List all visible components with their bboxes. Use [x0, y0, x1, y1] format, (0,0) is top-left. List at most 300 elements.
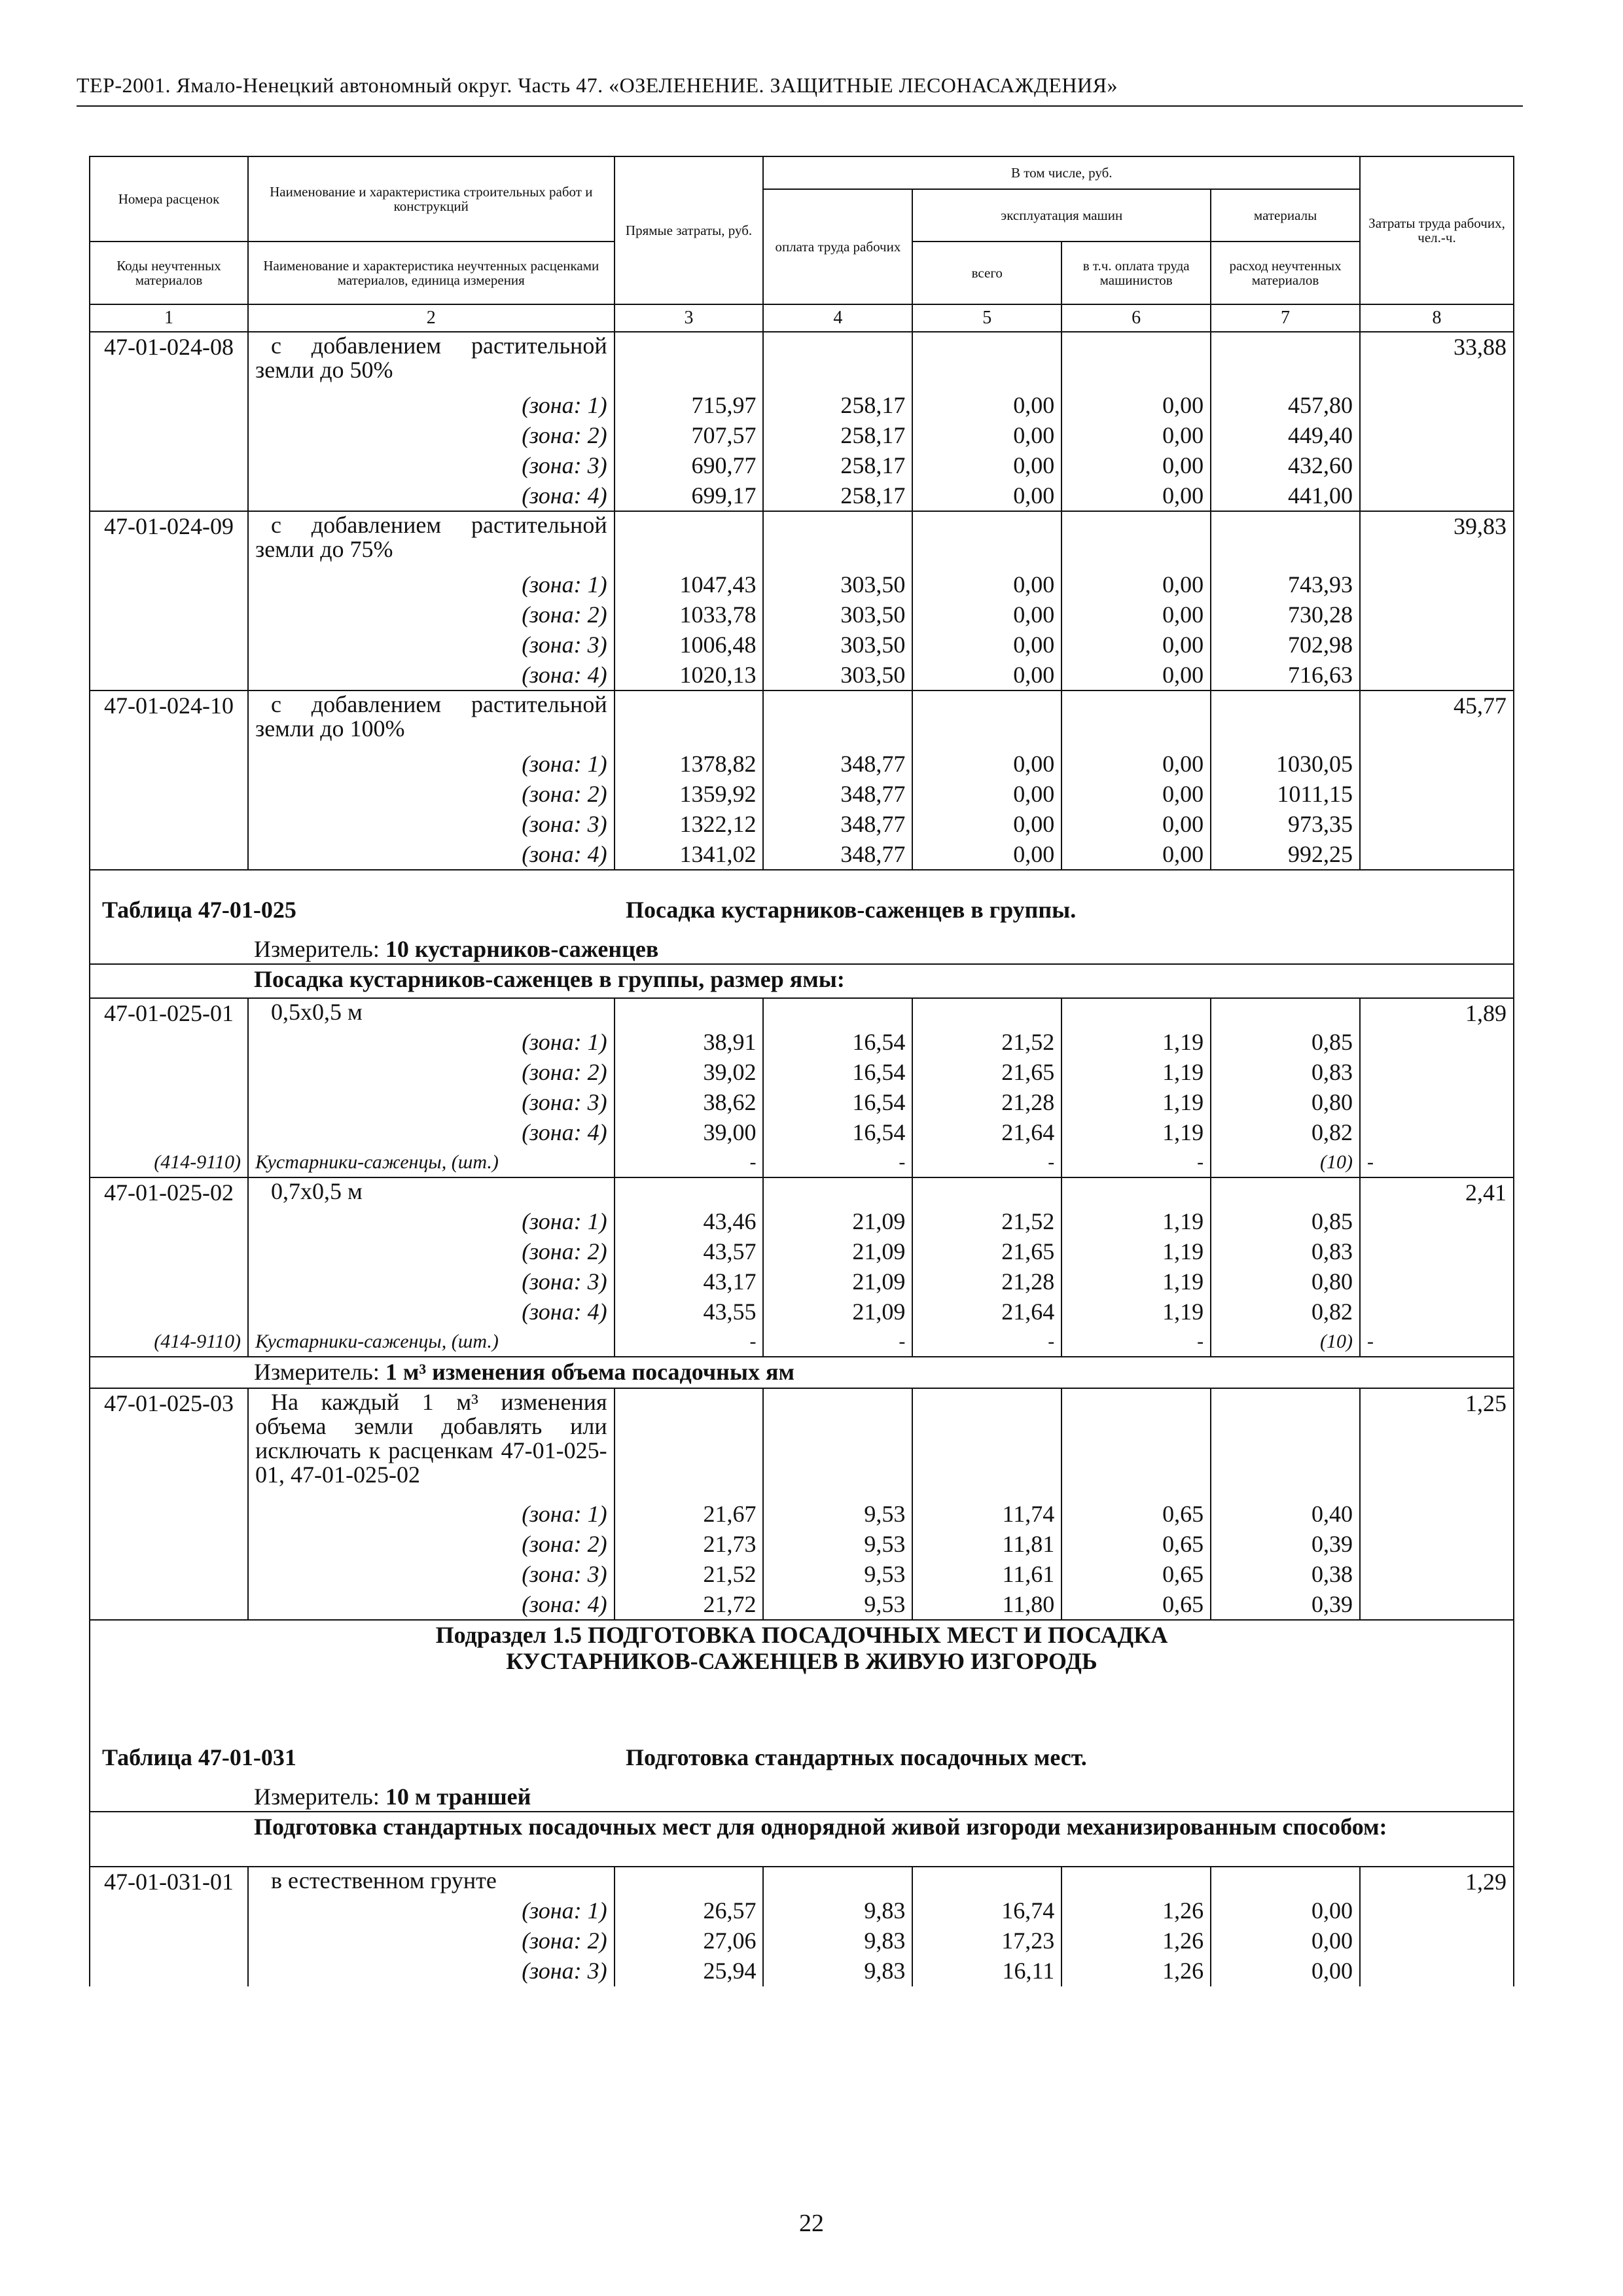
- zone-label: (зона: 2): [248, 421, 615, 451]
- empty-cell: [90, 481, 248, 511]
- cost-value: 21,09: [763, 1207, 912, 1237]
- cost-value: 0,00: [912, 630, 1061, 660]
- cost-value: 0,00: [912, 421, 1061, 451]
- cost-value: 303,50: [763, 660, 912, 691]
- empty-cell: [90, 1926, 248, 1956]
- cost-value: 0,00: [1061, 421, 1211, 451]
- empty-cell: [90, 451, 248, 481]
- cost-value: 348,77: [763, 810, 912, 840]
- cost-value: 1,19: [1061, 1028, 1211, 1058]
- empty-cell: [763, 511, 912, 570]
- cost-value: 1033,78: [615, 600, 764, 630]
- empty-cell: [1360, 1926, 1514, 1956]
- cost-value: 38,91: [615, 1028, 764, 1058]
- empty-cell: [763, 1388, 912, 1499]
- cost-value: 1378,82: [615, 749, 764, 780]
- material-value: (10): [1211, 1148, 1360, 1177]
- empty-cell: [763, 1177, 912, 1207]
- empty-cell: [912, 691, 1061, 749]
- zone-label: (зона: 4): [248, 481, 615, 511]
- empty-cell: [1360, 1088, 1514, 1118]
- zone-label: (зона: 1): [248, 1499, 615, 1530]
- empty-cell: [1061, 691, 1211, 749]
- cost-value: 743,93: [1211, 570, 1360, 600]
- measure-label: Измеритель:: [254, 936, 380, 962]
- zone-row: [90, 391, 1514, 421]
- material-value: -: [1360, 1327, 1514, 1357]
- empty-cell: [763, 332, 912, 391]
- work-description: с добавлением растительной земли до 75%: [248, 511, 615, 570]
- labor-cost: 1,29: [1360, 1867, 1514, 1896]
- labor-cost: 1,25: [1360, 1388, 1514, 1499]
- empty-cell: [90, 1590, 248, 1620]
- empty-cell: [90, 1896, 248, 1926]
- material-value: -: [912, 1327, 1061, 1357]
- empty-cell: [1211, 998, 1360, 1028]
- col-head-materialy: материалы: [1211, 189, 1360, 242]
- material-value: -: [763, 1327, 912, 1357]
- cost-value: 973,35: [1211, 810, 1360, 840]
- cost-value: 0,00: [1061, 749, 1211, 780]
- section-heading-row: [90, 1812, 1514, 1867]
- empty-cell: [90, 421, 248, 451]
- empty-cell: [912, 1177, 1061, 1207]
- header-rule: [77, 105, 1523, 107]
- zone-label: (зона: 4): [248, 1590, 615, 1620]
- material-value: -: [912, 1148, 1061, 1177]
- measure-line: [90, 1782, 1514, 1812]
- cost-value: 730,28: [1211, 600, 1360, 630]
- empty-cell: [90, 1058, 248, 1088]
- rate-code: 47-01-024-09: [90, 511, 248, 570]
- labor-cost: 1,89: [1360, 998, 1514, 1028]
- cost-value: 0,00: [912, 600, 1061, 630]
- empty-cell: [615, 511, 764, 570]
- section-heading: [90, 964, 1514, 998]
- empty-cell: [90, 810, 248, 840]
- cost-value: 0,80: [1211, 1267, 1360, 1297]
- subsection-heading: [90, 1620, 1514, 1731]
- cost-value: 702,98: [1211, 630, 1360, 660]
- material-value: -: [1360, 1148, 1514, 1177]
- col-head-vtom: В том числе, руб.: [763, 156, 1360, 189]
- empty-cell: [615, 1867, 764, 1896]
- table-number: Таблица 47-01-031: [102, 1744, 296, 1770]
- material-name: Кустарники-саженцы, (шт.): [248, 1327, 615, 1357]
- cost-value: 1,26: [1061, 1896, 1211, 1926]
- cost-value: 1,19: [1061, 1088, 1211, 1118]
- zone-row: [90, 1896, 1514, 1926]
- material-name: Кустарники-саженцы, (шт.): [248, 1148, 615, 1177]
- empty-cell: [90, 1297, 248, 1327]
- zone-row: [90, 630, 1514, 660]
- cost-value: 0,00: [912, 481, 1061, 511]
- material-value: -: [1061, 1327, 1211, 1357]
- material-value: -: [1061, 1148, 1211, 1177]
- cost-value: 0,00: [1061, 840, 1211, 870]
- cost-value: 1030,05: [1211, 749, 1360, 780]
- section-text: Посадка кустарников-саженцев в группы, размер ямы:: [254, 966, 845, 992]
- cost-value: 21,64: [912, 1297, 1061, 1327]
- empty-cell: [1360, 421, 1514, 451]
- col-head-vsego: всего: [912, 242, 1061, 304]
- cost-value: 0,00: [1061, 481, 1211, 511]
- empty-cell: [1360, 1896, 1514, 1926]
- zone-row: [90, 780, 1514, 810]
- cost-value: 0,83: [1211, 1058, 1360, 1088]
- material-code: (414-9110): [90, 1327, 248, 1357]
- cost-value: 11,74: [912, 1499, 1061, 1530]
- empty-cell: [1211, 511, 1360, 570]
- empty-cell: [1061, 332, 1211, 391]
- cost-value: 0,00: [912, 570, 1061, 600]
- rate-code: 47-01-025-03: [90, 1388, 248, 1499]
- subsection-heading-row: [90, 1620, 1514, 1731]
- empty-cell: [90, 1207, 248, 1237]
- cost-value: 43,17: [615, 1267, 764, 1297]
- zone-label: (зона: 3): [248, 630, 615, 660]
- cost-value: 258,17: [763, 481, 912, 511]
- zone-row: [90, 1088, 1514, 1118]
- empty-cell: [763, 998, 912, 1028]
- cost-value: 21,09: [763, 1267, 912, 1297]
- running-header: ТЕР-2001. Ямало-Ненецкий автономный округ. Часть 47. «ОЗЕЛЕНЕНИЕ. ЗАЩИТНЫЕ ЛЕСОНАСАЖДЕНИЯ»: [77, 73, 1118, 97]
- zone-label: (зона: 3): [248, 1560, 615, 1590]
- zone-label: (зона: 1): [248, 391, 615, 421]
- empty-cell: [1360, 391, 1514, 421]
- cost-value: 43,46: [615, 1207, 764, 1237]
- work-description: 0,5х0,5 м: [248, 998, 615, 1028]
- empty-cell: [90, 1118, 248, 1148]
- empty-cell: [912, 998, 1061, 1028]
- col-index: 7: [1211, 304, 1360, 332]
- cost-value: 441,00: [1211, 481, 1360, 511]
- cost-value: 0,85: [1211, 1207, 1360, 1237]
- empty-cell: [615, 332, 764, 391]
- empty-cell: [1360, 749, 1514, 780]
- col-head-oplata: оплата труда рабочих: [763, 189, 912, 304]
- cost-value: 0,00: [1061, 630, 1211, 660]
- zone-label: (зона: 2): [248, 600, 615, 630]
- empty-cell: [1211, 1867, 1360, 1896]
- zone-row: [90, 421, 1514, 451]
- cost-value: 0,00: [1061, 780, 1211, 810]
- cost-value: 1047,43: [615, 570, 764, 600]
- cost-value: 9,53: [763, 1530, 912, 1560]
- cost-value: 0,00: [1061, 660, 1211, 691]
- rate-code: 47-01-025-02: [90, 1177, 248, 1207]
- zone-label: (зона: 1): [248, 1207, 615, 1237]
- cost-value: 1,26: [1061, 1956, 1211, 1986]
- cost-value: 0,65: [1061, 1499, 1211, 1530]
- material-code: (414-9110): [90, 1148, 248, 1177]
- rate-code: 47-01-024-08: [90, 332, 248, 391]
- cost-value: 16,11: [912, 1956, 1061, 1986]
- empty-cell: [1211, 1177, 1360, 1207]
- empty-cell: [912, 1388, 1061, 1499]
- material-value: -: [763, 1148, 912, 1177]
- empty-cell: [1360, 600, 1514, 630]
- cost-value: 348,77: [763, 780, 912, 810]
- measure-line: [90, 1357, 1514, 1388]
- cost-value: 0,00: [1061, 570, 1211, 600]
- cost-value: 9,53: [763, 1590, 912, 1620]
- cost-value: 21,52: [912, 1207, 1061, 1237]
- cost-value: 0,00: [912, 451, 1061, 481]
- zone-row: [90, 1267, 1514, 1297]
- empty-cell: [912, 511, 1061, 570]
- cost-value: 0,39: [1211, 1590, 1360, 1620]
- cost-value: 43,57: [615, 1237, 764, 1267]
- cost-value: 258,17: [763, 421, 912, 451]
- cost-value: 992,25: [1211, 840, 1360, 870]
- cost-value: 1341,02: [615, 840, 764, 870]
- cost-value: 0,00: [1211, 1956, 1360, 1986]
- cost-value: 707,57: [615, 421, 764, 451]
- material-value: -: [615, 1148, 764, 1177]
- cost-value: 1,19: [1061, 1207, 1211, 1237]
- zone-row: [90, 840, 1514, 870]
- cost-value: 457,80: [1211, 391, 1360, 421]
- measure-line-row: [90, 1782, 1514, 1812]
- cost-value: 21,72: [615, 1590, 764, 1620]
- cost-value: 21,67: [615, 1499, 764, 1530]
- cost-value: 25,94: [615, 1956, 764, 1986]
- col-head-eksp: эксплуатация машин: [912, 189, 1211, 242]
- empty-cell: [90, 660, 248, 691]
- empty-cell: [90, 840, 248, 870]
- empty-cell: [1360, 1297, 1514, 1327]
- cost-value: 0,00: [1061, 810, 1211, 840]
- cost-value: 699,17: [615, 481, 764, 511]
- zone-row: [90, 1956, 1514, 1986]
- cost-value: 0,65: [1061, 1590, 1211, 1620]
- rate-code: 47-01-024-10: [90, 691, 248, 749]
- cost-value: 39,02: [615, 1058, 764, 1088]
- zone-row: [90, 749, 1514, 780]
- cost-value: 27,06: [615, 1926, 764, 1956]
- col-index: 6: [1061, 304, 1211, 332]
- cost-value: 432,60: [1211, 451, 1360, 481]
- cost-value: 0,00: [1061, 391, 1211, 421]
- zone-row: [90, 1297, 1514, 1327]
- cost-value: 0,82: [1211, 1297, 1360, 1327]
- cost-value: 1322,12: [615, 810, 764, 840]
- cost-value: 9,83: [763, 1926, 912, 1956]
- cost-value: 21,65: [912, 1058, 1061, 1088]
- empty-cell: [1360, 1499, 1514, 1530]
- measure-line: [90, 935, 1514, 964]
- work-description: На каждый 1 м³ изменения объема земли добавлять или исключать к расценкам 47-01-025-01, 47-01-025-02: [248, 1388, 615, 1499]
- empty-cell: [90, 391, 248, 421]
- zone-row: [90, 1237, 1514, 1267]
- empty-cell: [90, 1088, 248, 1118]
- cost-value: 348,77: [763, 840, 912, 870]
- zone-row: [90, 1499, 1514, 1530]
- cost-value: 26,57: [615, 1896, 764, 1926]
- zone-label: (зона: 1): [248, 1896, 615, 1926]
- zone-label: (зона: 3): [248, 451, 615, 481]
- zone-row: [90, 1560, 1514, 1590]
- zone-row: [90, 600, 1514, 630]
- cost-value: 9,83: [763, 1956, 912, 1986]
- empty-cell: [1360, 1028, 1514, 1058]
- table-title-row: [90, 870, 1514, 935]
- zone-label: (зона: 2): [248, 1530, 615, 1560]
- empty-cell: [1211, 332, 1360, 391]
- cost-value: 11,81: [912, 1530, 1061, 1560]
- cost-value: 0,00: [912, 840, 1061, 870]
- cost-value: 16,74: [912, 1896, 1061, 1926]
- section-heading-row: [90, 964, 1514, 998]
- cost-value: 43,55: [615, 1297, 764, 1327]
- cost-value: 0,80: [1211, 1088, 1360, 1118]
- col-head-pryamye: Прямые затраты, руб.: [615, 156, 764, 304]
- col-index: 2: [248, 304, 615, 332]
- zone-label: (зона: 1): [248, 1028, 615, 1058]
- empty-cell: [1360, 1207, 1514, 1237]
- rate-row: [90, 511, 1514, 570]
- section-text: Подготовка стандартных посадочных мест для однорядной живой изгороди механизированным способом:: [254, 1814, 1387, 1840]
- cost-value: 17,23: [912, 1926, 1061, 1956]
- empty-cell: [1061, 1867, 1211, 1896]
- cost-value: 258,17: [763, 451, 912, 481]
- col-index: 1: [90, 304, 248, 332]
- labor-cost: 39,83: [1360, 511, 1514, 570]
- cost-value: 1,19: [1061, 1058, 1211, 1088]
- col-head-rashod: расход неучтенных материалов: [1211, 242, 1360, 304]
- empty-cell: [1360, 1590, 1514, 1620]
- zone-label: (зона: 3): [248, 1267, 615, 1297]
- zone-label: (зона: 2): [248, 1926, 615, 1956]
- cost-value: 0,65: [1061, 1530, 1211, 1560]
- labor-cost: 45,77: [1360, 691, 1514, 749]
- cost-value: 1,26: [1061, 1926, 1211, 1956]
- zone-row: [90, 1118, 1514, 1148]
- rate-code: 47-01-031-01: [90, 1867, 248, 1896]
- zone-label: (зона: 2): [248, 1237, 615, 1267]
- empty-cell: [90, 780, 248, 810]
- cost-value: 0,00: [1061, 451, 1211, 481]
- zone-label: (зона: 3): [248, 810, 615, 840]
- cost-value: 303,50: [763, 600, 912, 630]
- cost-value: 39,00: [615, 1118, 764, 1148]
- measure-line-row: [90, 935, 1514, 964]
- cost-value: 715,97: [615, 391, 764, 421]
- table-title: [90, 1731, 1514, 1782]
- zone-row: [90, 451, 1514, 481]
- cost-value: 0,00: [912, 749, 1061, 780]
- work-description: с добавлением растительной земли до 50%: [248, 332, 615, 391]
- empty-cell: [90, 1530, 248, 1560]
- cost-value: 1020,13: [615, 660, 764, 691]
- rate-row: [90, 1867, 1514, 1896]
- empty-cell: [912, 332, 1061, 391]
- cost-value: 16,54: [763, 1058, 912, 1088]
- col-head-nomera: Номера расценок: [90, 156, 248, 242]
- empty-cell: [90, 630, 248, 660]
- zone-row: [90, 1926, 1514, 1956]
- empty-cell: [1360, 1237, 1514, 1267]
- zone-label: (зона: 1): [248, 749, 615, 780]
- empty-cell: [90, 1237, 248, 1267]
- col-head-naim1: Наименование и характеристика строительных работ и конструкций: [248, 156, 615, 242]
- empty-cell: [90, 1499, 248, 1530]
- zone-label: (зона: 3): [248, 1956, 615, 1986]
- empty-cell: [1360, 810, 1514, 840]
- zone-row: [90, 1028, 1514, 1058]
- empty-cell: [763, 1867, 912, 1896]
- empty-cell: [90, 1956, 248, 1986]
- empty-cell: [90, 1267, 248, 1297]
- col-head-naim2: Наименование и характеристика неучтенных расценками материалов, единица измерения: [248, 242, 615, 304]
- rate-code: 47-01-025-01: [90, 998, 248, 1028]
- empty-cell: [1360, 1530, 1514, 1560]
- measure-unit: 10 кустарников-саженцев: [385, 936, 659, 962]
- cost-value: 21,64: [912, 1118, 1061, 1148]
- col-index: 8: [1360, 304, 1514, 332]
- zone-label: (зона: 4): [248, 840, 615, 870]
- zone-row: [90, 570, 1514, 600]
- zone-label: (зона: 1): [248, 570, 615, 600]
- empty-cell: [615, 998, 764, 1028]
- material-row: [90, 1148, 1514, 1177]
- cost-value: 1011,15: [1211, 780, 1360, 810]
- zone-row: [90, 660, 1514, 691]
- empty-cell: [90, 600, 248, 630]
- cost-value: 38,62: [615, 1088, 764, 1118]
- empty-cell: [1360, 1267, 1514, 1297]
- cost-value: 21,09: [763, 1237, 912, 1267]
- section-heading: [90, 1812, 1514, 1867]
- zone-row: [90, 1058, 1514, 1088]
- empty-cell: [90, 1028, 248, 1058]
- col-index: 5: [912, 304, 1061, 332]
- col-head-kody: Коды неучтенных материалов: [90, 242, 248, 304]
- measure-line-row: [90, 1357, 1514, 1388]
- cost-value: 11,80: [912, 1590, 1061, 1620]
- empty-cell: [1360, 451, 1514, 481]
- work-description: 0,7х0,5 м: [248, 1177, 615, 1207]
- measure-label: Измеритель:: [254, 1359, 380, 1385]
- zone-label: (зона: 3): [248, 1088, 615, 1118]
- zone-row: [90, 1207, 1514, 1237]
- cost-value: 258,17: [763, 391, 912, 421]
- cost-value: 0,00: [1211, 1896, 1360, 1926]
- empty-cell: [615, 1177, 764, 1207]
- cost-value: 11,61: [912, 1560, 1061, 1590]
- subsection-line1: Подраздел 1.5 ПОДГОТОВКА ПОСАДОЧНЫХ МЕСТ И ПОСАДКА: [435, 1622, 1168, 1648]
- zone-label: (зона: 4): [248, 1118, 615, 1148]
- cost-value: 1359,92: [615, 780, 764, 810]
- cost-value: 0,83: [1211, 1237, 1360, 1267]
- empty-cell: [90, 1560, 248, 1590]
- empty-cell: [1061, 998, 1211, 1028]
- material-value: (10): [1211, 1327, 1360, 1357]
- page-number: 22: [799, 2210, 824, 2237]
- table-name: Посадка кустарников-саженцев в группы.: [626, 897, 1077, 923]
- empty-cell: [1360, 630, 1514, 660]
- cost-value: 690,77: [615, 451, 764, 481]
- empty-cell: [1360, 1118, 1514, 1148]
- cost-value: 449,40: [1211, 421, 1360, 451]
- cost-value: 0,00: [1061, 600, 1211, 630]
- measure-label: Измеритель:: [254, 1784, 380, 1810]
- work-description: с добавлением растительной земли до 100%: [248, 691, 615, 749]
- empty-cell: [1360, 481, 1514, 511]
- rate-row: [90, 691, 1514, 749]
- rate-row: [90, 1177, 1514, 1207]
